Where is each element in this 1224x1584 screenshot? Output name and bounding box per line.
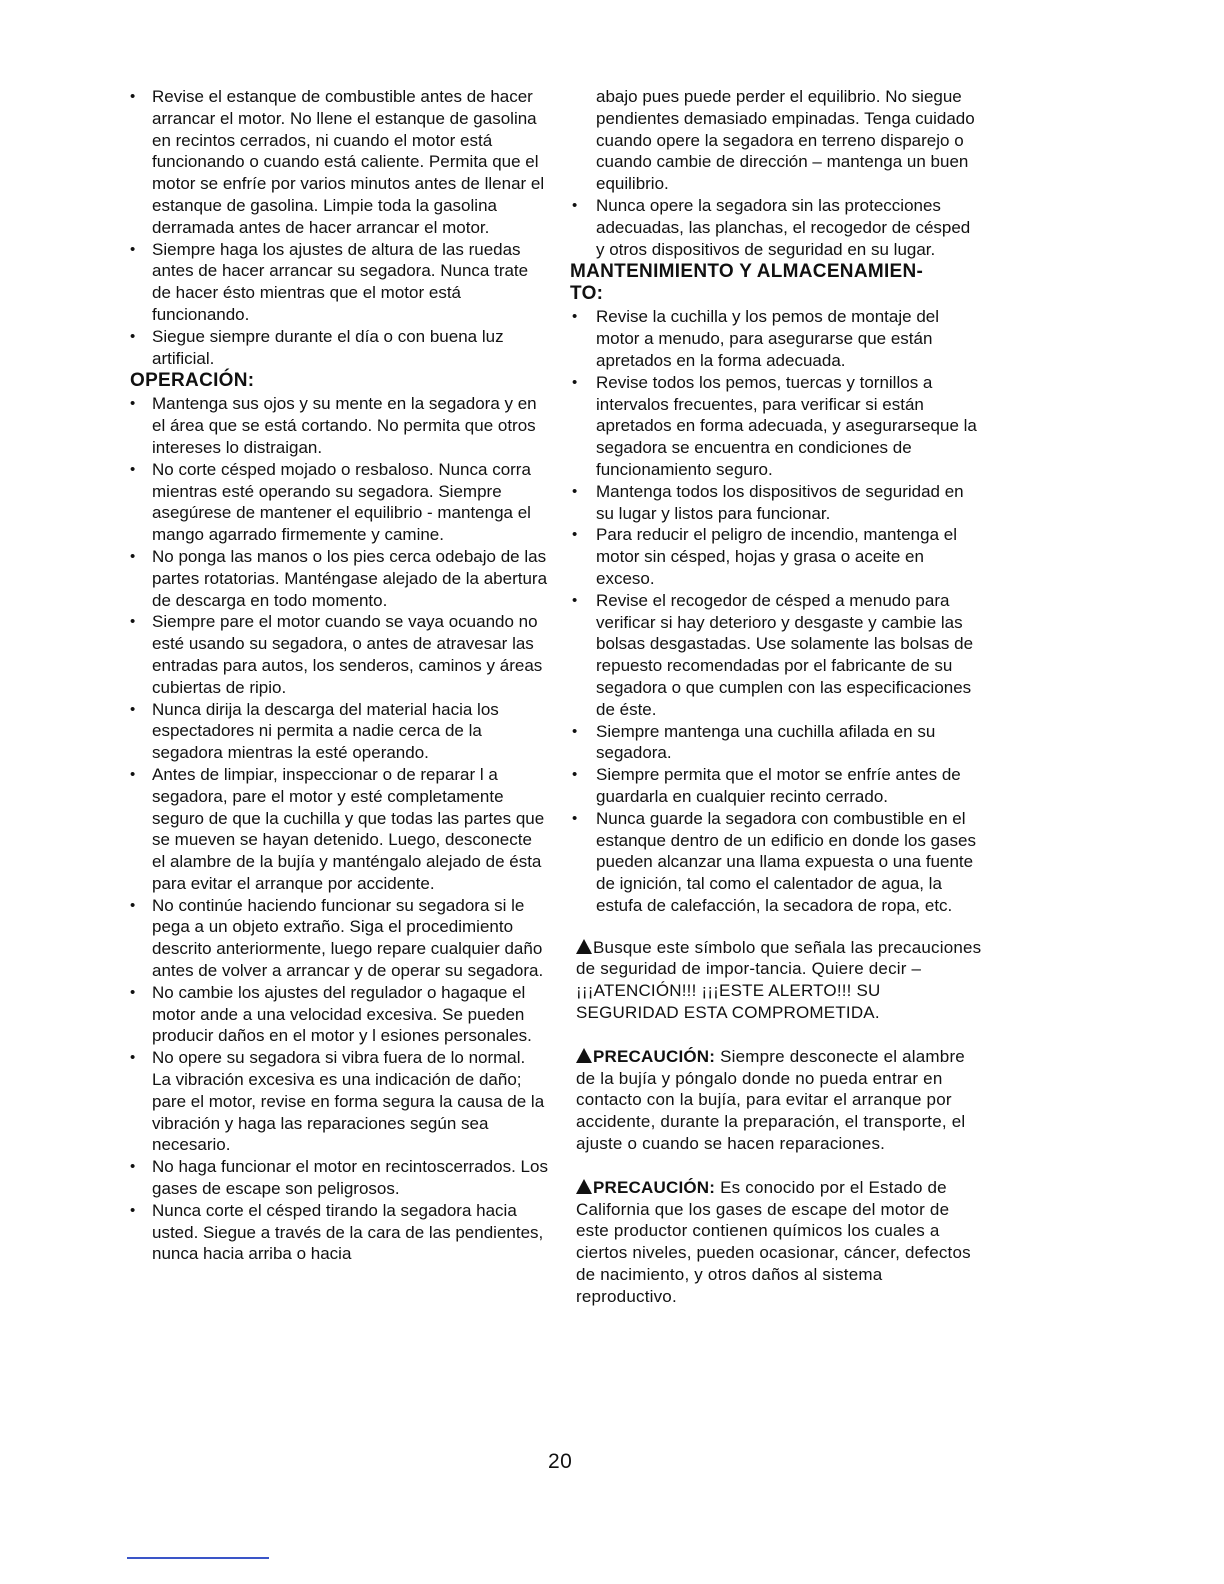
warning-triangle-icon	[576, 939, 592, 954]
list-item: • No corte césped mojado o resbaloso. Nunca corra mientras esté operando su segadora. Siempre asegúrese de mantener el equilibrio - mantenga el mango agarrado firmemente y camine.	[128, 459, 548, 546]
list-item: • Revise todos los pemos, tuercas y tornillos a intervalos frecuentes, para verificar si están apretados en forma adecuada, y asegurarseque la segadora se encuentra en condiciones de funcionamiento seguro.	[570, 372, 982, 481]
list-item: • Nunca corte el césped tirando la segadora hacia usted. Siegue a través de la cara de las pendientes, nunca hacia arriba o hacia	[128, 1200, 548, 1265]
precaucion-label: PRECAUCIÓN:	[593, 1177, 716, 1197]
list-item: • Siegue siempre durante el día o con buena luz artificial.	[128, 326, 548, 370]
list-item: • Para reducir el peligro de incendio, mantenga el motor sin césped, hojas y grasa o aceite en exceso.	[570, 524, 982, 589]
list-item: • No cambie los ajustes del regulador o hagaque el motor ande a una velocidad excesiva. Se pueden producir daños en el motor y l esiones personales.	[128, 982, 548, 1047]
list-item: • No ponga las manos o los pies cerca odebajo de las partes rotatorias. Manténgase alejado de la abertura de descarga en todo momento.	[128, 546, 548, 611]
list-item: • Revise la cuchilla y los pemos de montaje del motor a menudo, para asegurarse que están apretados en la forma adecuada.	[570, 306, 982, 371]
mantenimiento-list	[570, 306, 982, 916]
page-number: 20	[548, 1450, 573, 1473]
safety-list-top	[128, 86, 548, 369]
safety-list-right-top	[570, 195, 982, 260]
list-item: • Siempre haga los ajustes de altura de las ruedas antes de hacer arrancar su segadora. Nunca trate de hacer ésto mientras que el motor está funcionando.	[128, 239, 548, 326]
continued-text: abajo pues puede perder el equilibrio. No siegue pendientes demasiado empinadas. Tenga cuidado cuando opere la segadora en terreno disparejo o cuando cambie de dirección – mantenga un buen equilibrio.	[596, 87, 975, 194]
operacion-list	[128, 393, 548, 1265]
precaucion-spark-plug	[576, 1046, 982, 1155]
list-item: • No continúe haciendo funcionar su segadora si le pega a un objeto extraño. Siga el procedimiento descrito anteriormente, luego repare cualquier daño antes de volver a arrancar y de operar su segadora.	[128, 895, 548, 982]
list-item: • Nunca guarde la segadora con combustible en el estanque dentro de un edificio en donde los gases pueden alcanzar una llama expuesta o una fuente de ignición, tal como el calentador de agua, la estufa de calefacción, la secadora de ropa, etc.	[570, 808, 982, 917]
precaucion-california	[576, 1177, 982, 1308]
symbol-note	[576, 937, 982, 1024]
list-item: • Mantenga todos los dispositivos de seguridad en su lugar y listos para funcionar.	[570, 481, 982, 525]
list-item: • Siempre pare el motor cuando se vaya ocuando no esté usando su segadora, o antes de atravesar las entradas para autos, los senderos, caminos y áreas cubiertas de ripio.	[128, 611, 548, 698]
warning-triangle-icon	[576, 1179, 592, 1194]
symbol-note-text: Busque este símbolo que señala las precauciones de seguridad de impor-tancia. Quiere decir – ¡¡¡ATENCIÓN!!! ¡¡¡ESTE ALERTO!!! SU SEGURIDAD ESTA COMPROMETIDA.	[576, 937, 982, 1023]
precaucion-text: Siempre desconecte el alambre de la bujía y póngalo donde no pueda entrar en contacto con la bujía, para evitar el arranque por accidente, durante la preparación, el transporte, el ajuste o cuando se hacen reparaciones.	[576, 1046, 966, 1154]
right-column	[570, 86, 982, 1308]
mantenimiento-heading-line1: MANTENIMIENTO Y ALMACENAMIEN-	[570, 261, 924, 283]
list-item: • No haga funcionar el motor en recintoscerrados. Los gases de escape son peligrosos.	[128, 1156, 548, 1200]
list-item: • Revise el recogedor de césped a menudo para verificar si hay deterioro y desgaste y cambie las bolsas desgastadas. Use solamente las bolsas de repuesto recomendadas por el fabricante de su segadora o que cumplen con las especificaciones de éste.	[570, 590, 982, 721]
precaucion-text: Es conocido por el Estado de California que los gases de escape del motor de este productor contienen químicos los cuales a ciertos niveles, pueden ocasionar, cáncer, defectos de nacimiento, y otros daños al sistema reproductivo.	[576, 1177, 971, 1306]
footer-rule	[127, 1557, 269, 1559]
list-item: • Revise el estanque de combustible antes de hacer arrancar el motor. No llene el estanque de gasolina en recintos cerrados, ni cuando el motor está funcionando o cuando está caliente. Permita que el motor se enfríe por varios minutos antes de llenar el estanque de gasolina. Limpie toda la gasolina derramada antes de hacer arrancar el motor.	[128, 86, 548, 239]
list-item: • Siempre mantenga una cuchilla afilada en su segadora.	[570, 721, 982, 765]
mantenimiento-heading	[570, 261, 982, 305]
operacion-heading: OPERACIÓN:	[130, 370, 255, 392]
precaucion-label: PRECAUCIÓN:	[593, 1046, 716, 1066]
list-item: • Nunca dirija la descarga del material hacia los espectadores ni permita a nadie cerca de la segadora mientras la esté operando.	[128, 699, 548, 764]
warning-triangle-icon	[576, 1048, 592, 1063]
list-item: • Siempre permita que el motor se enfríe antes de guardarla en cualquier recinto cerrado.	[570, 764, 982, 808]
list-item: • Antes de limpiar, inspeccionar o de reparar l a segadora, pare el motor y esté completamente seguro de que la cuchilla y que todas las partes que se mueven se hayan detenido. Luego, desconecte el alambre de la bujía y manténgalo alejado de ésta para evitar el arranque por accidente.	[128, 764, 548, 895]
list-item: • Mantenga sus ojos y su mente en la segadora y en el área que se está cortando. No permita que otros intereses lo distraigan.	[128, 393, 548, 458]
left-column	[128, 86, 548, 1265]
list-item: • No opere su segadora si vibra fuera de lo normal. La vibración excesiva es una indicación de daño; pare el motor, revise en forma segura la causa de la vibración y haga las reparaciones según sea necesario.	[128, 1047, 548, 1156]
mantenimiento-heading-line2: TO:	[570, 283, 604, 305]
list-item: • Nunca opere la segadora sin las protecciones adecuadas, las planchas, el recogedor de césped y otros dispositivos de seguridad en su lugar.	[570, 195, 982, 260]
